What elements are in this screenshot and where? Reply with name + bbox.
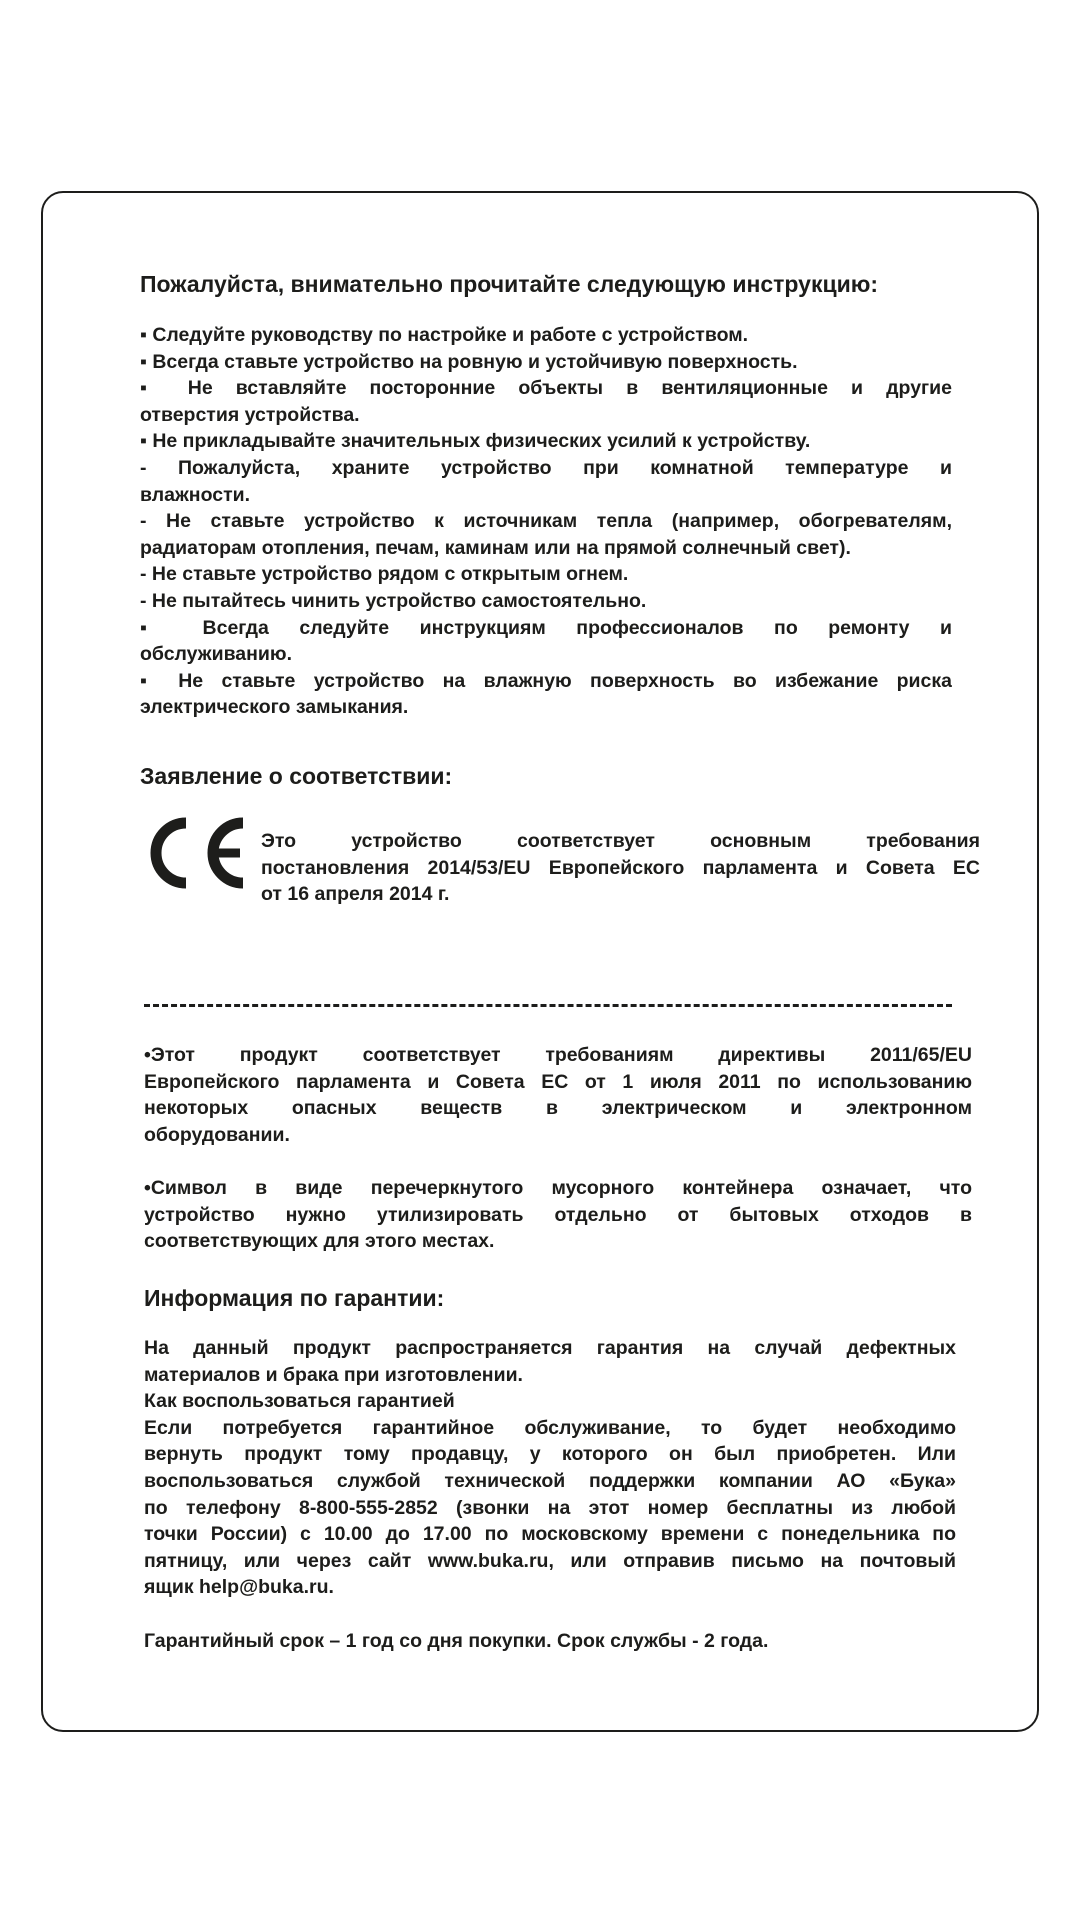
warranty-line: пятницу, или через сайт www.buka.ru, или отправив письмо на почтовый [144,1549,956,1572]
warranty-line: материалов и брака при изготовлении. [144,1363,523,1386]
instruction-line: ▪ Всегда следуйте инструкциям профессионалов по ремонту и [140,616,952,639]
warranty-line: вернуть продукт тому продавцу, у которого он был приобретен. Или [144,1443,956,1466]
instruction-line: радиаторам отопления, печам, каминам или на прямой солнечный свет). [140,536,851,559]
instruction-line: - Не ставьте устройство к источникам тепла (например, обогревателям, [140,510,952,533]
instruction-line: обслуживанию. [140,643,292,666]
instruction-line: ▪ Всегда ставьте устройство на ровную и устойчивую поверхность. [140,350,798,373]
directive-line: устройство нужно утилизировать отдельно от бытовых отходов в [144,1203,972,1226]
warranty-line: воспользоваться службой технической поддержки компании АО «Бука» [144,1469,956,1492]
instruction-line: - Не пытайтесь чинить устройство самостоятельно. [140,589,647,612]
warranty-line: точки России) с 10.00 до 17.00 по московскому времени с понедельника по [144,1523,956,1546]
instruction-line: - Пожалуйста, храните устройство при комнатной температуре и [140,456,952,479]
warranty-line: ящик help@buka.ru. [144,1576,334,1599]
dashed-divider [144,1004,952,1007]
instruction-line: влажности. [140,483,251,506]
warranty-text [144,1335,956,1654]
warranty-heading: Информация по гарантии: [144,1285,445,1311]
directive-paragraph-2 [144,1175,972,1255]
directive-line: соответствующих для этого местах. [144,1230,495,1253]
directive-line: некоторых опасных веществ в электрическом и электронном [144,1097,972,1120]
warranty-line: Если потребуется гарантийное обслуживание, то будет необходимо [144,1416,956,1439]
instruction-line: электрического замыкания. [140,696,409,719]
instruction-line: - Не ставьте устройство рядом с открытым огнем. [140,563,629,586]
conformity-line: Это устройство соответствует основным требования [261,830,980,852]
instructions-list [140,322,952,721]
instruction-line: ▪ Не вставляйте посторонние объекты в вентиляционные и другие [140,377,952,400]
instruction-line: ▪ Следуйте руководству по настройке и работе с устройством. [140,324,749,346]
conformity-statement [261,828,980,908]
warranty-line: Как воспользоваться гарантией [144,1390,455,1413]
conformity-line: постановления 2014/53/EU Европейского парламента и Совета ЕС [261,856,980,879]
directive-line: оборудовании. [144,1123,290,1146]
warranty-line: по телефону 8-800-555-2852 (звонки на этот номер бесплатны из любой [144,1496,956,1519]
instruction-line: отверстия устройства. [140,403,360,426]
instruction-line: ▪ Не ставьте устройство на влажную поверхность во избежание риска [140,669,952,692]
conformity-line: от 16 апреля 2014 г. [261,883,450,906]
warranty-line: На данный продукт распространяется гарантия на случай дефектных [144,1337,956,1359]
directive-paragraph-1 [144,1042,972,1148]
directive-line: •Этот продукт соответствует требованиям директивы 2011/65/EU [144,1044,972,1066]
directive-line: Европейского парламента и Совета ЕС от 1 июля 2011 по использованию [144,1070,972,1093]
warranty-term: Гарантийный срок – 1 год со дня покупки. Срок службы - 2 года. [144,1629,769,1652]
ce-mark-icon [140,815,246,891]
directive-line: •Символ в виде перечеркнутого мусорного контейнера означает, что [144,1177,972,1199]
instructions-heading: Пожалуйста, внимательно прочитайте следующую инструкцию: [140,271,879,297]
instruction-line: ▪ Не прикладывайте значительных физических усилий к устройству. [140,430,811,453]
conformity-heading: Заявление о соответствии: [140,763,453,789]
